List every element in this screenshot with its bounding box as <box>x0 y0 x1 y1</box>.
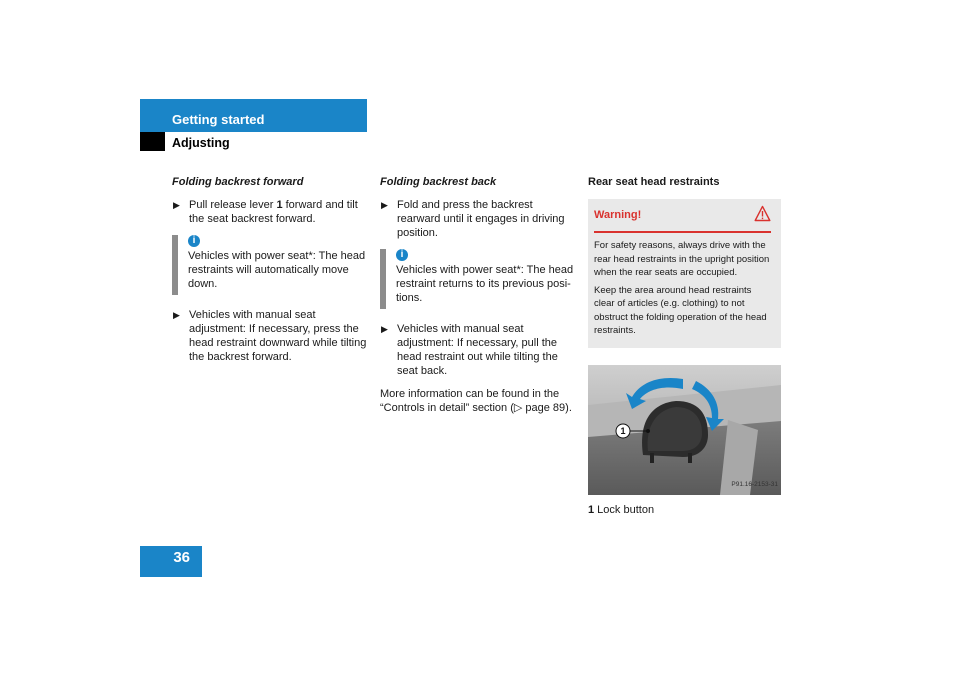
step-text: Pull release lever <box>189 199 277 211</box>
info-note <box>172 235 367 295</box>
photo-code: P91.16-2153-31 <box>731 480 778 488</box>
warning-text <box>594 239 771 338</box>
heading-folding-back: Folding backrest back <box>380 176 497 188</box>
info-note <box>380 249 575 309</box>
heading-folding-forward: Folding backrest forward <box>172 176 304 188</box>
section-title: Getting started <box>172 112 265 127</box>
step-text: Vehicles with manual seat adjustment: If necessary, pull the head restraint out while tilting the seat back. <box>397 323 558 377</box>
triangle-right-icon: ▶ <box>381 324 388 334</box>
step-text: forward and tilt the seat backrest forward. <box>189 199 358 225</box>
column-rear-head-restraints <box>588 175 781 517</box>
info-text: Vehicles with power seat*: The head restraint returns to its previous posi-tions. <box>396 264 574 304</box>
triangle-right-icon: ▶ <box>173 310 180 320</box>
more-info-text: More information can be found in the “Controls in detail” section (▷ page 89). <box>380 388 572 414</box>
section-marker <box>140 132 165 151</box>
step-fold-press <box>380 198 575 240</box>
step-manual-seat <box>172 308 367 364</box>
info-icon: i <box>396 249 408 261</box>
page-number: 36 <box>140 546 202 577</box>
column-folding-forward <box>172 175 367 373</box>
column-folding-back <box>380 175 575 423</box>
caption-number: 1 <box>588 503 595 516</box>
head-restraint-photo <box>588 365 781 495</box>
triangle-right-icon: ▶ <box>173 200 180 210</box>
step-callout-number: 1 <box>276 199 283 211</box>
warning-box <box>588 199 781 348</box>
step-text: Vehicles with manual seat adjustment: If necessary, press the head restraint downward while tilting the backrest forward. <box>189 309 367 363</box>
triangle-right-icon: ▶ <box>381 200 388 210</box>
warning-header <box>594 199 771 233</box>
info-icon: i <box>188 235 200 247</box>
warning-title: Warning! <box>594 209 642 221</box>
photo-caption <box>588 503 781 517</box>
warning-triangle-icon <box>754 205 771 222</box>
photo-callout-number: 1 <box>620 425 626 436</box>
info-text: Vehicles with power seat*: The head restraints will automatically move down. <box>188 250 366 290</box>
caption-text: Lock button <box>594 503 655 516</box>
section-subtitle: Adjusting <box>172 136 230 150</box>
step-manual-seat <box>380 322 575 378</box>
step-text: Fold and press the backrest rearward until it engages in driving position. <box>397 199 565 239</box>
warning-paragraph: Keep the area around head restraints clear of articles (e.g. clothing) to not obstruct the folding operation of the head restraints. <box>594 284 767 336</box>
warning-paragraph: For safety reasons, always drive with the rear head restraints in the upright position when the rear seats are occupied. <box>594 240 770 278</box>
heading-rear-head-restraints: Rear seat head restraints <box>588 176 720 188</box>
step-release-lever <box>172 198 367 226</box>
